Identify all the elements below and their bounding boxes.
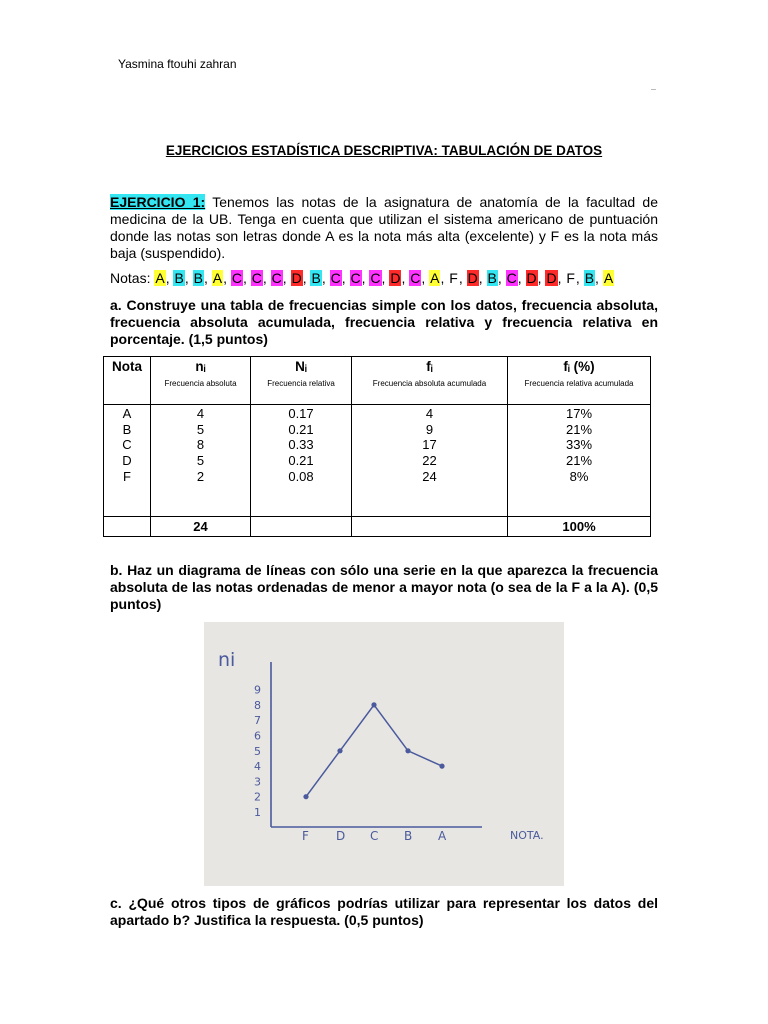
grade-item: B xyxy=(311,270,321,286)
table-cell: 2 xyxy=(196,468,205,484)
question-a: a. Construye una tabla de frecuencias simple con los datos, frecuencia absoluta, frecuencia absoluta acumulada, frecuencia relativa y frecuencia relativa en porcentaje. (1,5 puntos) xyxy=(110,297,658,347)
header-Ni-label: Nᵢ xyxy=(295,359,307,374)
table-cell: 21% xyxy=(565,421,593,437)
grade-item: B xyxy=(487,270,497,286)
table-cell: 4 xyxy=(196,406,205,421)
exercise-1-label: EJERCICIO 1: xyxy=(110,194,206,210)
table-cell: 0.21 xyxy=(288,421,314,437)
data-point xyxy=(337,748,342,753)
header-nota-label: Nota xyxy=(112,359,142,374)
data-point xyxy=(439,764,444,769)
author-name: Yasmina ftouhi zahran xyxy=(118,57,237,71)
table-cell: A xyxy=(122,406,132,421)
line-chart xyxy=(204,622,564,886)
exercise-1-statement xyxy=(110,194,658,262)
header-fi-pct-sub: Frecuencia relativa acumulada xyxy=(524,379,634,388)
grade-item: C xyxy=(231,270,242,286)
grade-item: C xyxy=(271,270,282,286)
grade-item: D xyxy=(390,270,401,286)
table-total-row xyxy=(104,517,651,537)
grade-item: C xyxy=(251,270,262,286)
header-Ni-sub: Frecuencia relativa xyxy=(267,379,335,388)
table-cell: 22 xyxy=(422,453,437,469)
grade-item: C xyxy=(410,270,421,286)
grade-item: D xyxy=(467,270,478,286)
question-c: c. ¿Qué otros tipos de gráficos podrías utilizar para representar los datos del apartado b? Justifica la respuesta. (0,5 puntos) xyxy=(110,895,658,928)
fi-pct-column xyxy=(508,405,651,517)
grade-item: A xyxy=(430,270,440,286)
grade-item: C xyxy=(350,270,361,286)
grade-item: B xyxy=(174,270,184,286)
grade-item: A xyxy=(155,270,165,286)
total-fi-cell xyxy=(352,517,508,537)
grades-label: Notas: xyxy=(110,270,155,286)
grades-values: A, B, B, A, C, C, C, D, B, C, C, C, D, C, A, F, D, B, C, D, D, F, B, A xyxy=(155,270,614,286)
table-cell: 17% xyxy=(565,406,593,421)
exercise-1-text: Tenemos las notas de la asignatura de anatomía de la facultad de medicina de la UB. Tenga en cuenta que utilizan el sistema americano de puntuación donde las notas son letras donde A es la nota más alta (excelente) y F es la nota más baja (suspendido). xyxy=(110,194,658,261)
table-header-row xyxy=(104,357,651,405)
y-tick-label: 4 xyxy=(254,760,261,774)
grade-item: B xyxy=(584,270,595,286)
y-tick-label: 7 xyxy=(254,714,261,728)
total-nota-cell xyxy=(104,517,151,537)
table-cell: F xyxy=(123,468,131,484)
document-title: EJERCICIOS ESTADÍSTICA DESCRIPTIVA: TABULACIÓN DE DATOS xyxy=(165,143,603,158)
table-cell: D xyxy=(122,453,132,469)
grade-item: C xyxy=(330,270,341,286)
header-fi-pct-label: fᵢ (%) xyxy=(563,359,595,374)
header-ni xyxy=(151,357,251,405)
page-mark xyxy=(651,89,656,90)
grade-item: F xyxy=(566,270,575,286)
table-cell: 24 xyxy=(422,468,437,484)
table-cell: 0.33 xyxy=(288,437,314,453)
table-cell: 8 xyxy=(196,437,205,453)
grade-item: C xyxy=(506,270,517,286)
ni-column xyxy=(151,405,251,517)
y-tick-label: 8 xyxy=(254,698,261,712)
series-line xyxy=(303,702,444,799)
table-cell: 33% xyxy=(565,437,593,453)
header-nota xyxy=(104,357,151,405)
x-tick-label: B xyxy=(404,829,413,843)
x-tick-label: F xyxy=(302,829,309,843)
table-body-row xyxy=(104,405,651,517)
table-cell: 5 xyxy=(196,421,205,437)
grade-item: D xyxy=(291,270,302,286)
table-cell: 0.08 xyxy=(288,468,314,484)
y-tick-label: 3 xyxy=(254,775,261,789)
data-point xyxy=(405,748,410,753)
y-tick-labels xyxy=(254,684,261,819)
Ni-column xyxy=(251,405,352,517)
y-tick-label: 9 xyxy=(254,683,261,697)
y-tick-label: 2 xyxy=(254,790,261,804)
grade-item: A xyxy=(212,270,223,286)
table-cell: 17 xyxy=(422,437,437,453)
header-fi xyxy=(352,357,508,405)
grade-item: F xyxy=(449,270,458,286)
header-Ni xyxy=(251,357,352,405)
nota-column xyxy=(104,405,151,517)
table-cell: C xyxy=(122,437,132,453)
y-tick-label: 1 xyxy=(254,806,261,819)
table-cell: 0.21 xyxy=(288,453,314,469)
hand-drawn-line-chart-photo xyxy=(204,622,564,886)
grade-item: D xyxy=(546,270,557,286)
grade-item: C xyxy=(370,270,381,286)
x-axis-label: NOTA. xyxy=(510,829,544,842)
x-tick-label: A xyxy=(438,829,447,843)
table-cell: 9 xyxy=(425,421,434,437)
header-fi-sub: Frecuencia absoluta acumulada xyxy=(372,379,487,388)
frequency-table xyxy=(103,356,651,537)
total-pct-cell: 100% xyxy=(508,517,651,537)
y-tick-label: 6 xyxy=(254,729,261,743)
y-tick-label: 5 xyxy=(254,744,261,758)
table-cell: 21% xyxy=(565,453,593,469)
table-cell: 5 xyxy=(196,453,205,469)
data-point xyxy=(303,794,308,799)
grade-item: A xyxy=(603,270,614,286)
grade-item: D xyxy=(526,270,537,286)
header-fi-pct xyxy=(508,357,651,405)
x-tick-label: D xyxy=(336,829,346,843)
data-point xyxy=(371,702,376,707)
x-tick-label: C xyxy=(370,829,379,843)
total-Ni-cell xyxy=(251,517,352,537)
table-cell: B xyxy=(122,421,132,437)
header-ni-label: nᵢ xyxy=(195,359,206,374)
grade-item: B xyxy=(193,270,203,286)
table-cell: 8% xyxy=(569,468,589,484)
x-tick-labels xyxy=(302,829,447,843)
table-cell: 4 xyxy=(425,406,434,421)
table-cell: 0.17 xyxy=(288,406,314,421)
series-polyline xyxy=(306,705,442,797)
fi-column xyxy=(352,405,508,517)
total-ni-cell: 24 xyxy=(151,517,251,537)
y-axis-label: ni xyxy=(218,649,236,671)
grades-list xyxy=(110,270,658,287)
header-ni-sub: Frecuencia absoluta xyxy=(164,379,237,388)
question-b: b. Haz un diagrama de líneas con sólo una serie en la que aparezca la frecuencia absoluta de las notas ordenadas de menor a mayor nota (o sea de la F a la A). (0,5 puntos) xyxy=(110,562,658,612)
header-fi-label: fᵢ xyxy=(426,359,433,374)
